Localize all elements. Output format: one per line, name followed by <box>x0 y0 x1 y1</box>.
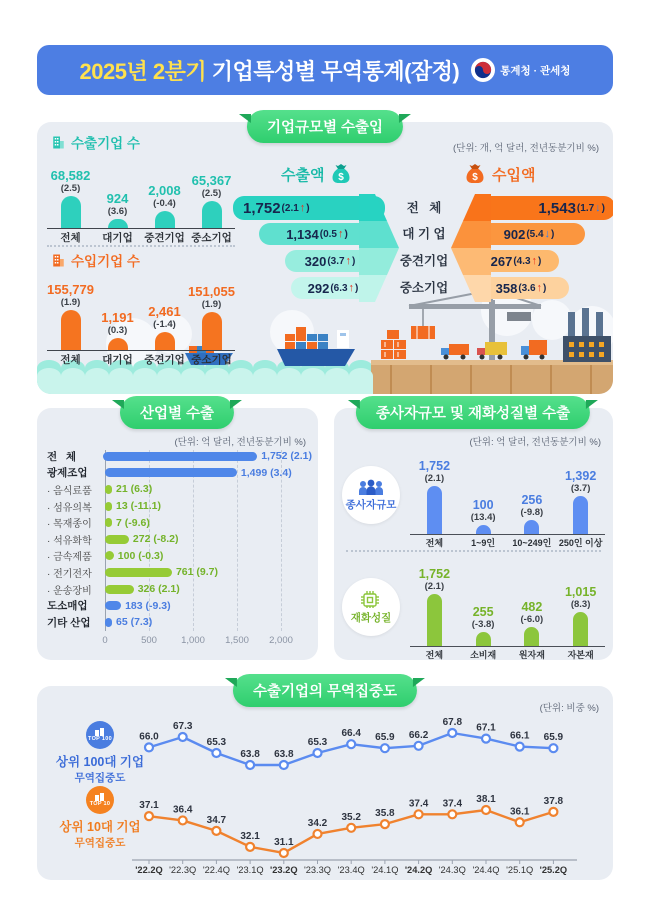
top100-badge-icon: TOP 100 <box>86 721 114 749</box>
firm-change: (0.3) <box>107 325 128 336</box>
worker-size-icon-circle: 종사자규모 <box>342 466 400 524</box>
money-bag-icon <box>463 162 487 186</box>
amount-value: 1,134 <box>286 226 319 242</box>
trend-point <box>212 749 220 757</box>
unit-note: (단위: 억 달러, 전년동분기비 %) <box>174 437 306 448</box>
amount-value: 292 <box>307 280 330 296</box>
industry-bar-area <box>103 450 312 462</box>
section-badge-worker-goods: 종사자규모 및 재화성질별 수출 <box>356 396 590 429</box>
firm-bar-label: 전체 <box>60 232 81 244</box>
industry-bar-area <box>105 500 312 512</box>
title-period: 2025년 2분기 <box>79 58 207 84</box>
trend-value-label: 66.2 <box>408 729 429 741</box>
firm-value: 65,367 <box>191 173 232 188</box>
divider <box>346 550 601 552</box>
svg-text:$: $ <box>472 172 478 183</box>
x-axis-tick: 1,000 <box>181 635 205 646</box>
industry-row <box>47 531 312 548</box>
firm-bar-column <box>47 150 94 228</box>
goods-nature-labels <box>410 648 605 661</box>
industry-row <box>47 498 312 515</box>
industry-label: · 목재종이 <box>47 519 92 531</box>
industry-label: · 음식료품 <box>47 485 92 497</box>
amount-change: (1.7 <box>576 202 595 214</box>
mini-value: 1,392 <box>564 469 597 483</box>
x-axis-label: '25.1Q <box>506 865 534 875</box>
agency-names: 통계청 · 관세청 <box>500 64 571 77</box>
firm-bar-label: 중견기업 <box>144 354 185 366</box>
trend-value-label: 37.4 <box>442 798 463 810</box>
trend-value-label: 35.8 <box>375 808 395 820</box>
down-arrow-icon: ↓ <box>544 228 551 240</box>
unit-note: (단위: 개, 억 달러, 전년동분기비 %) <box>452 143 599 154</box>
up-arrow-icon: ↑ <box>348 282 355 294</box>
mini-bar <box>524 520 539 534</box>
industry-bar <box>105 502 112 511</box>
trend-point <box>246 761 254 769</box>
trend-value-label: 32.1 <box>240 830 260 842</box>
mini-bar-label: 250인 이상 <box>558 538 603 548</box>
trend-value-label: 66.4 <box>341 728 361 740</box>
firm-bar-label: 중소기업 <box>191 232 232 244</box>
amount-change: ) <box>551 228 555 240</box>
mini-change: (8.3) <box>570 599 591 610</box>
industry-label: · 석유화학 <box>47 535 92 547</box>
trend-value-label: 35.2 <box>341 811 361 823</box>
mini-bar <box>476 525 491 534</box>
mini-value: 256 <box>521 493 543 507</box>
import-firms-chart <box>47 272 235 351</box>
mini-value: 482 <box>521 600 543 614</box>
trend-point <box>212 827 220 835</box>
firm-bar-column <box>94 272 141 350</box>
mini-column <box>459 558 508 646</box>
trend-point <box>482 806 490 814</box>
industry-bar-area <box>105 600 312 612</box>
trend-value-label: 63.8 <box>274 749 294 760</box>
trend-value-label: 65.9 <box>375 732 395 744</box>
import-firms-labels <box>47 352 235 367</box>
x-axis-tick: 0 <box>102 635 108 646</box>
mini-change: (2.1) <box>424 473 445 484</box>
panel-trade-by-size <box>37 122 613 394</box>
industry-row <box>47 514 312 531</box>
industry-row <box>47 581 312 598</box>
up-arrow-icon: ↑ <box>536 282 543 294</box>
amount-change: (3.6 <box>518 282 536 294</box>
trend-point <box>516 743 524 751</box>
amount-change: ) <box>543 282 547 294</box>
industry-value: 1,752 (2.1) <box>261 450 312 463</box>
up-arrow-icon: ↑ <box>337 228 344 240</box>
trend-point <box>448 729 456 737</box>
industry-bar-area <box>105 566 312 578</box>
x-axis-label: '24.2Q <box>404 865 433 875</box>
industry-bar <box>105 468 237 477</box>
x-axis-label: '23.3Q <box>303 865 332 875</box>
firm-bar-column <box>188 150 235 228</box>
amount-value: 1,543 <box>538 199 576 217</box>
industry-bar <box>105 551 114 560</box>
trend-point <box>347 740 355 748</box>
firm-bar-label: 전체 <box>60 354 81 366</box>
trend-value-label: 36.1 <box>509 806 530 818</box>
mini-change: (-6.0) <box>520 614 544 625</box>
firm-change: (2.5) <box>60 183 81 194</box>
trend-value-label: 31.1 <box>274 836 294 848</box>
buildings-icon <box>95 728 106 736</box>
industry-row <box>47 465 312 482</box>
firm-value: 924 <box>106 191 129 206</box>
amount-value: 320 <box>304 253 327 269</box>
firm-bar <box>108 219 128 228</box>
firm-change: (3.6) <box>107 206 128 217</box>
money-bag-icon <box>329 162 353 186</box>
trend-value-label: 66.1 <box>509 730 530 742</box>
svg-text:$: $ <box>338 172 345 183</box>
industry-value: 7 (-9.6) <box>116 516 150 529</box>
x-axis-label: '23.1Q <box>236 865 264 875</box>
worker-size-chart <box>410 446 605 535</box>
amount-change: ) <box>538 255 542 267</box>
export-firms-chart <box>47 150 235 229</box>
trend-point <box>415 810 423 818</box>
mini-change: (-3.8) <box>471 619 495 630</box>
export-firms-labels <box>47 230 235 245</box>
agency-logo-group <box>471 58 570 82</box>
building-icon <box>51 253 66 268</box>
trend-point <box>381 744 389 752</box>
industry-row <box>47 614 312 631</box>
legend-top100: TOP 100 상위 100대 기업 무역집중도 <box>41 721 159 785</box>
firm-bar-label: 중소기업 <box>191 354 232 366</box>
firm-bar-column <box>141 150 188 228</box>
mini-bar-label: 1~9인 <box>471 538 496 548</box>
size-category-label: 중소기업 <box>399 281 449 295</box>
industry-bar <box>105 585 134 594</box>
trend-point <box>314 749 322 757</box>
korea-government-icon <box>471 58 495 82</box>
industry-label: 전 체 <box>47 450 77 463</box>
trend-value-label: 63.8 <box>240 749 260 760</box>
export-amount-pill <box>259 223 375 245</box>
x-axis-tick: 500 <box>141 635 157 646</box>
down-arrow-icon: ↓ <box>595 202 601 214</box>
industry-x-axis <box>102 635 293 647</box>
trend-value-label: 67.8 <box>442 717 463 728</box>
firm-bar <box>61 310 81 350</box>
divider <box>47 245 235 247</box>
x-axis-label: '22.4Q <box>202 865 230 875</box>
amount-change: (2.1 <box>281 202 299 214</box>
page-title <box>80 55 460 86</box>
industry-label: · 운송장비 <box>47 585 92 597</box>
up-arrow-icon: ↑ <box>531 255 538 267</box>
trend-value-label: 67.1 <box>476 722 496 734</box>
firm-change: (-0.4) <box>153 198 176 209</box>
mini-bar-label: 소비재 <box>470 650 497 660</box>
trend-value-label: 66.0 <box>139 731 159 743</box>
import-amount-header: $ 수입액 <box>463 162 535 186</box>
industry-row <box>47 548 312 565</box>
trend-value-label: 65.3 <box>206 737 227 748</box>
industry-bar-area <box>105 467 312 479</box>
mini-column <box>556 446 605 534</box>
trend-value-label: 65.3 <box>307 737 328 748</box>
mini-bar <box>476 632 491 646</box>
trend-point <box>549 744 557 752</box>
section-badge-concentration: 수출기업의 무역집중도 <box>233 674 417 707</box>
import-firms-title: 수입기업 수 <box>51 250 140 270</box>
mini-bar-label: 자본재 <box>567 650 594 660</box>
mini-column <box>410 446 459 534</box>
industry-bar <box>105 535 129 544</box>
industry-bar-area <box>105 550 312 562</box>
industry-row <box>47 448 312 465</box>
trend-point <box>415 742 423 750</box>
amount-change: (6.3 <box>330 282 348 294</box>
industry-bar <box>105 618 112 627</box>
firm-value: 2,008 <box>148 183 181 198</box>
mini-column <box>556 558 605 646</box>
firm-change: (-1.4) <box>153 319 176 330</box>
firm-bar-label: 대기업 <box>102 232 133 244</box>
industry-value: 100 (-0.3) <box>117 549 164 562</box>
firm-value: 155,779 <box>47 282 94 297</box>
mini-change: (-9.8) <box>520 507 544 518</box>
trend-value-label: 36.4 <box>172 804 193 816</box>
amount-change: ) <box>344 228 348 240</box>
firm-value: 68,582 <box>50 168 91 183</box>
amount-change: (5.4 <box>526 228 544 240</box>
unit-note: (단위: 비중 %) <box>539 703 599 714</box>
mini-bar <box>524 627 539 646</box>
industry-bar-area <box>105 483 312 495</box>
chip-icon <box>360 590 382 608</box>
trend-point <box>482 735 490 743</box>
x-axis-tick: 1,500 <box>225 635 249 646</box>
industry-label: · 섬유의복 <box>47 502 92 514</box>
industry-bar-area <box>105 616 312 628</box>
trend-point <box>314 830 322 838</box>
title-text: 기업특성별 무역통계(잠정) <box>206 58 460 84</box>
section-badge-industry: 산업별 수출 <box>120 396 234 429</box>
export-firms-title: 수출기업 수 <box>51 132 140 152</box>
trend-value-label: 65.9 <box>543 732 564 744</box>
industry-bar <box>103 452 257 461</box>
industry-bar <box>105 601 121 610</box>
firm-bar-column <box>188 272 235 350</box>
x-axis-label: '24.4Q <box>472 865 500 875</box>
mini-bar <box>573 496 588 534</box>
industry-label: · 전기전자 <box>47 568 92 580</box>
amount-change: ) <box>601 202 605 214</box>
industry-row <box>47 597 312 614</box>
x-axis-label: '24.3Q <box>438 865 466 875</box>
trend-value-label: 38.1 <box>476 794 496 805</box>
mini-change: (13.4) <box>470 512 496 523</box>
mini-column <box>508 446 557 534</box>
buildings-icon <box>95 793 106 801</box>
trend-point <box>448 810 456 818</box>
amount-change: ) <box>355 282 359 294</box>
mini-bar-label: 원자재 <box>518 650 545 660</box>
panel-worker-goods-export <box>334 408 613 660</box>
industry-bar-area <box>105 517 312 529</box>
mini-value: 1,752 <box>418 567 451 581</box>
page-header <box>37 45 613 95</box>
mini-bar-label: 전체 <box>425 650 444 660</box>
amount-value: 1,752 <box>243 199 281 217</box>
size-category-label: 대 기 업 <box>402 227 446 241</box>
firm-bar <box>155 332 175 350</box>
trend-value-label: 34.7 <box>206 814 227 826</box>
firm-bar <box>202 312 222 350</box>
industry-row <box>47 564 312 581</box>
industry-row <box>47 481 312 498</box>
firm-bar <box>108 338 128 350</box>
firm-bar-label: 중견기업 <box>144 232 185 244</box>
mini-bar-label: 전체 <box>425 538 444 548</box>
mini-change: (2.1) <box>424 581 445 592</box>
x-axis-label: '23.2Q <box>270 865 298 875</box>
trend-point <box>381 820 389 828</box>
up-arrow-icon: ↑ <box>299 202 306 214</box>
amount-change: (0.5 <box>319 228 337 240</box>
mini-value: 255 <box>472 605 494 619</box>
amount-change: (4.3 <box>513 255 531 267</box>
mini-value: 1,752 <box>418 459 451 473</box>
trend-value-label: 67.3 <box>172 721 193 732</box>
x-axis-tick: 2,000 <box>269 635 293 646</box>
x-axis-label: '24.1Q <box>371 865 399 875</box>
mini-column <box>459 446 508 534</box>
industry-label: · 금속제품 <box>47 552 92 564</box>
unit-note: (단위: 억 달러, 전년동분기비 %) <box>469 437 601 448</box>
trend-point <box>516 818 524 826</box>
mini-bar-label: 10~249인 <box>512 538 552 548</box>
amount-value: 902 <box>503 226 526 242</box>
amount-change: ) <box>306 202 310 214</box>
size-category-label: 중견기업 <box>399 254 449 268</box>
x-axis-label: '22.3Q <box>169 865 197 875</box>
trend-point <box>179 816 187 824</box>
mini-column <box>410 558 459 646</box>
panel-trade-concentration <box>37 686 613 880</box>
firm-bar <box>155 211 175 228</box>
firm-change: (2.5) <box>201 188 222 199</box>
amount-change: ) <box>352 255 356 267</box>
x-axis-label: '25.2Q <box>539 865 568 875</box>
firm-bar-label: 대기업 <box>102 354 133 366</box>
amount-change: (3.7 <box>327 255 345 267</box>
amount-value: 358 <box>495 280 518 296</box>
firm-value: 1,191 <box>101 310 134 325</box>
mini-bar <box>427 486 442 534</box>
industry-value: 1,499 (3.4) <box>240 466 292 479</box>
mini-value: 1,015 <box>564 585 597 599</box>
trend-point <box>347 824 355 832</box>
trend-value-label: 37.8 <box>543 795 564 807</box>
mini-bar <box>427 594 442 646</box>
top10-badge-icon: TOP 10 <box>86 786 114 814</box>
industry-value: 272 (-8.2) <box>132 533 179 546</box>
firm-bar-column <box>94 150 141 228</box>
firm-value: 2,461 <box>148 304 181 319</box>
trend-point <box>549 808 557 816</box>
x-axis-label: '23.4Q <box>337 865 365 875</box>
amount-value: 267 <box>490 253 513 269</box>
trend-value-label: 37.1 <box>139 800 159 812</box>
mini-bar <box>573 612 588 646</box>
panel-industry-export <box>37 408 318 660</box>
industry-bar-chart <box>47 448 312 631</box>
firm-value: 151,055 <box>188 284 235 299</box>
industry-label: 도소매업 <box>47 600 88 613</box>
industry-label: 기타 산업 <box>47 616 91 629</box>
industry-bar-area <box>105 533 312 545</box>
industry-bar <box>105 568 172 577</box>
industry-label: 광제조업 <box>47 467 88 480</box>
trend-value-label: 37.4 <box>408 798 429 810</box>
building-icon <box>51 135 66 150</box>
firm-change: (1.9) <box>201 299 222 310</box>
trend-point <box>246 843 254 851</box>
export-amount-header: 수출액 $ <box>281 162 353 186</box>
industry-bar <box>105 485 112 494</box>
firm-change: (1.9) <box>60 297 81 308</box>
size-category-label: 전 체 <box>406 201 442 215</box>
trend-point <box>280 849 288 857</box>
goods-nature-icon-circle: 재화성질 <box>342 578 400 636</box>
up-arrow-icon: ↑ <box>345 255 352 267</box>
x-axis-label: '22.2Q <box>135 865 163 875</box>
industry-value: 13 (-11.1) <box>116 500 161 513</box>
trend-point <box>280 761 288 769</box>
goods-nature-chart <box>410 558 605 647</box>
legend-top10: TOP 10 상위 10대 기업 무역집중도 <box>41 786 159 850</box>
section-badge-trade-by-size: 기업규모별 수출입 <box>247 110 403 143</box>
industry-bar <box>105 518 112 527</box>
mini-change: (3.7) <box>570 483 591 494</box>
firm-bar <box>202 201 222 228</box>
industry-value: 761 (9.7) <box>175 566 218 579</box>
mini-value: 100 <box>472 498 494 512</box>
worker-size-labels <box>410 536 605 549</box>
trend-value-label: 34.2 <box>307 817 328 829</box>
mini-column <box>508 558 557 646</box>
industry-bar-area <box>105 583 312 595</box>
industry-value: 183 (-9.3) <box>125 599 171 612</box>
people-icon <box>358 479 384 495</box>
import-amount-pill <box>473 196 613 220</box>
trend-point <box>179 733 187 741</box>
firm-bar-column <box>47 272 94 350</box>
industry-value: 326 (2.1) <box>137 583 180 596</box>
industry-value: 21 (6.3) <box>116 483 153 496</box>
industry-value: 65 (7.3) <box>116 616 153 629</box>
firm-bar-column <box>141 272 188 350</box>
firm-bar <box>61 196 81 228</box>
